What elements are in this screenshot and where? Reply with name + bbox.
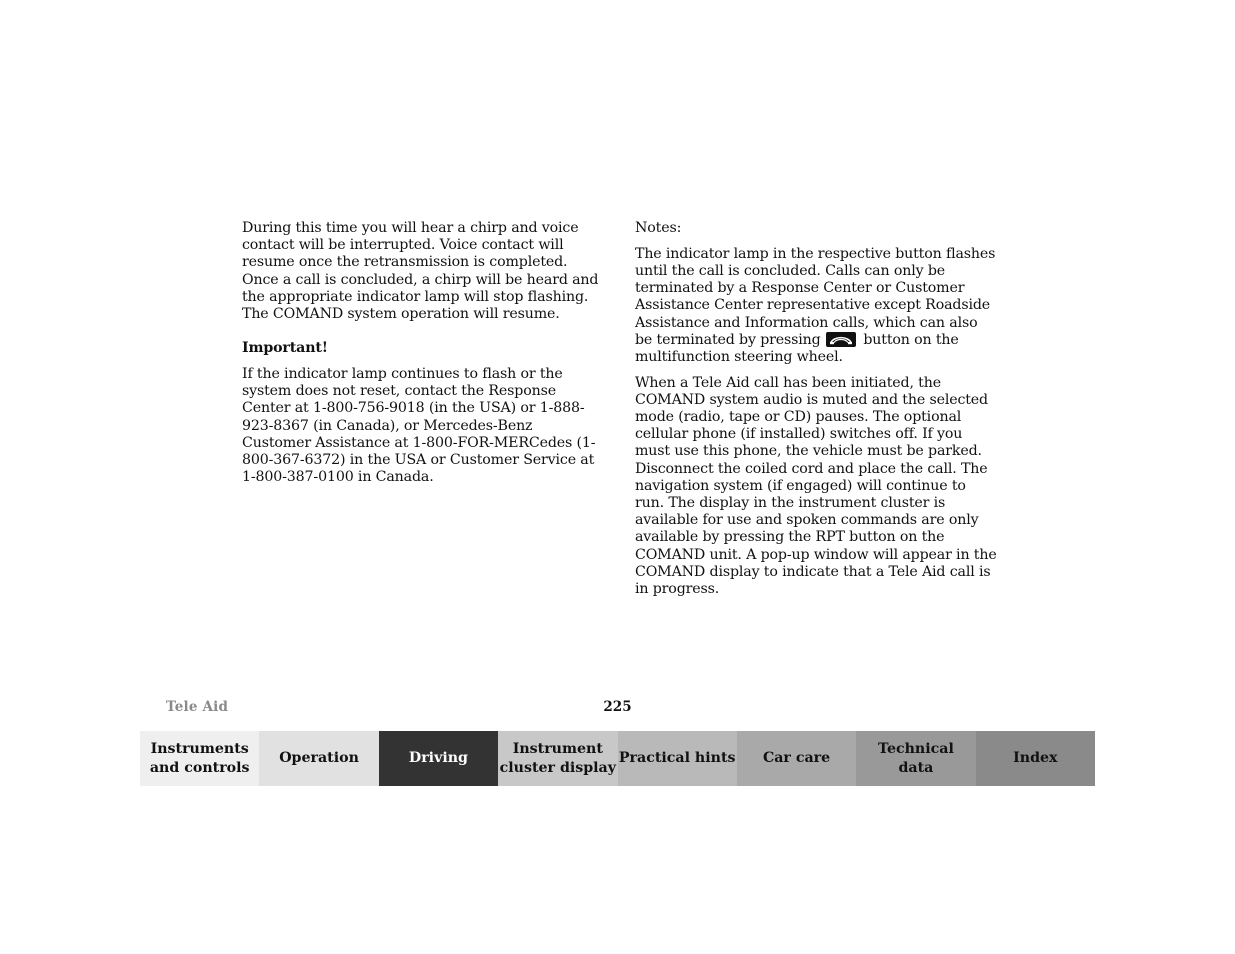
tab-practical-hints[interactable]: Practical hints <box>618 731 737 786</box>
note-paragraph: When a Tele Aid call has been initiated, the COMAND system audio is muted and the selected mode (radio, tape or CD) pauses. The optional cellular phone (if installed) switches off. If you must use this phone, the vehicle must be parked. Disconnect the coiled cord and place the call. The navigation system (if engaged) will continue to run. The display in the instrument cluster is available for use and spoken commands are only available by pressing the RPT button on the COMAND unit. A pop-up window will appear in the COMAND display to indicate that a Tele Aid call is in progress. <box>635 374 997 598</box>
important-heading: Important! <box>242 340 328 357</box>
tab-instruments-and-controls[interactable]: Instruments and controls <box>140 731 259 786</box>
tab-instrument-cluster-display[interactable]: Instrument cluster display <box>498 731 617 786</box>
tab-operation[interactable]: Operation <box>259 731 378 786</box>
section-title: Tele Aid <box>166 699 229 715</box>
body-paragraph: During this time you will hear a chirp and voice contact will be interrupted. Voice contact will resume once the retransmission is completed. Once a call is concluded, a chirp will be heard and the appropriate indicator lamp will stop flashing. The COMAND system operation will resume. <box>242 220 599 323</box>
body-paragraph: If the indicator lamp continues to flash or the system does not reset, contact the Response Center at 1-800-756-9018 (in the USA) or 1-888-923-8367 (in Canada), or Mercedes-Benz Customer Assistance at 1-800-FOR-MERCedes (1-800-367-6372) in the USA or Customer Service at 1-800-387-0100 in Canada. <box>242 365 596 486</box>
right-column <box>635 220 997 607</box>
note-paragraph <box>635 246 997 366</box>
tab-technical-data[interactable]: Technical data <box>856 731 975 786</box>
page-number: 225 <box>603 699 632 715</box>
tab-car-care[interactable]: Car care <box>737 731 856 786</box>
left-column <box>242 220 604 495</box>
notes-label: Notes: <box>635 220 682 236</box>
note-text: The indicator lamp in the respective button flashes until the call is concluded. Calls can only be terminated by a Response Center or Customer Assistance Center representative except Roadside Assistance and Information calls, which can also be terminated by pressing <box>635 245 996 348</box>
tab-index[interactable]: Index <box>976 731 1095 786</box>
tab-driving[interactable]: Driving <box>379 731 498 786</box>
end-call-phone-icon <box>826 332 856 347</box>
chapter-tab-bar <box>140 731 1095 786</box>
note-text: button on the multifunction steering wheel. <box>635 331 959 365</box>
